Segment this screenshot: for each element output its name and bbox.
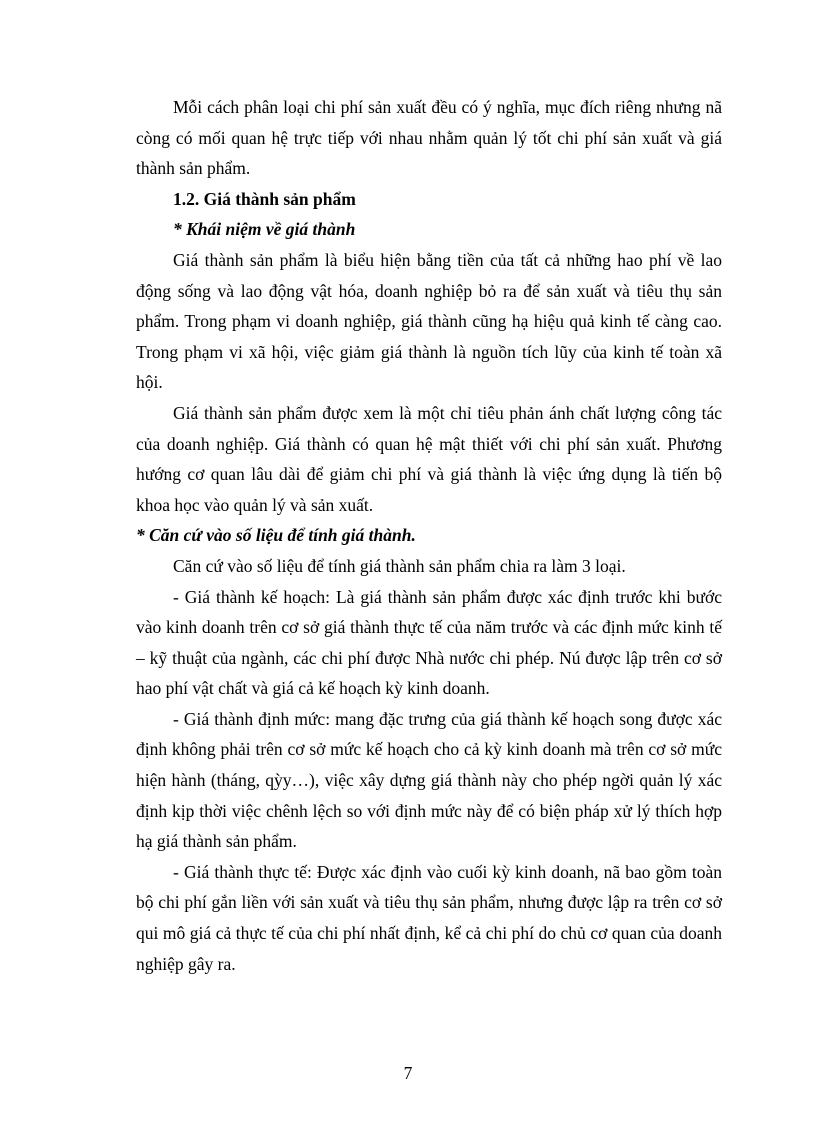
paragraph-quality: Giá thành sản phẩm được xem là một chỉ tiêu phản ánh chất lượng công tác của doanh nghiệp. Giá thành có quan hệ mật thiết với chi phí sản xuất. Phương hướng cơ quan lâu dài để giảm chi phí và giá thành là việc ứng dụng là tiến bộ khoa học vào quản lý và sản xuất. bbox=[136, 402, 722, 515]
subheading-basis: * Căn cứ vào số liệu để tính giá thành. bbox=[136, 525, 416, 546]
list-item-standard-cost: - Giá thành định mức: mang đặc trưng của giá thành kế hoạch song được xác định không phải trên cơ sở mức kế hoạch cho cả kỳ kinh doanh mà trên cơ sở mức hiện hành (tháng, qỳy…), việc xây dựng giá thành này cho phép ngời quản lý xác định kịp thời việc chênh lệch so với định mức này để có biện pháp xử lý thích hợp hạ giá thành sản phẩm. bbox=[136, 708, 722, 852]
document-body bbox=[136, 92, 722, 979]
list-item-actual-cost: - Giá thành thực tế: Được xác định vào cuối kỳ kinh doanh, nã bao gồm toàn bộ chi phí gắn liền với sản xuất và tiêu thụ sản phẩm, nhưng được lập ra trên cơ sở qui mô giá cả thực tế của chi phí nhất định, kể cả chi phí do chủ cơ quan của doanh nghiệp gây ra. bbox=[136, 861, 722, 974]
subheading-concept: * Khái niệm về giá thành bbox=[173, 219, 356, 240]
paragraph-types-intro: Căn cứ vào số liệu để tính giá thành sản phẩm chia ra làm 3 loại. bbox=[173, 555, 626, 576]
paragraph-intro: Mỗi cách phân loại chi phí sản xuất đều có ý nghĩa, mục đích riêng nhưng nã còng có mối quan hệ trực tiếp với nhau nhằm quản lý tốt chi phí sản xuất và giá thành sản phẩm. bbox=[136, 97, 722, 179]
page-number: 7 bbox=[403, 1063, 413, 1083]
paragraph-definition: Giá thành sản phẩm là biểu hiện bằng tiền của tất cả những hao phí về lao động sống và lao động vật hóa, doanh nghiệp bỏ ra để sản xuất và tiêu thụ sản phẩm. Trong phạm vi doanh nghiệp, giá thành cũng hạ hiệu quả kinh tế càng cao. Trong phạm vi xã hội, việc giảm giá thành là nguồn tích lũy của kinh tế toàn xã hội. bbox=[136, 249, 722, 393]
section-heading: 1.2. Giá thành sản phẩm bbox=[173, 188, 356, 209]
list-item-planned-cost: - Giá thành kế hoạch: Là giá thành sản phẩm được xác định trước khi bước vào kinh doanh trên cơ sở giá thành thực tế của năm trước và các định mức kinh tế – kỹ thuật của ngành, các chi phí được Nhà nước chi phép. Nú được lập trên cơ sở hao phí vật chất và giá cả kế hoạch kỳ kinh doanh. bbox=[136, 586, 722, 699]
